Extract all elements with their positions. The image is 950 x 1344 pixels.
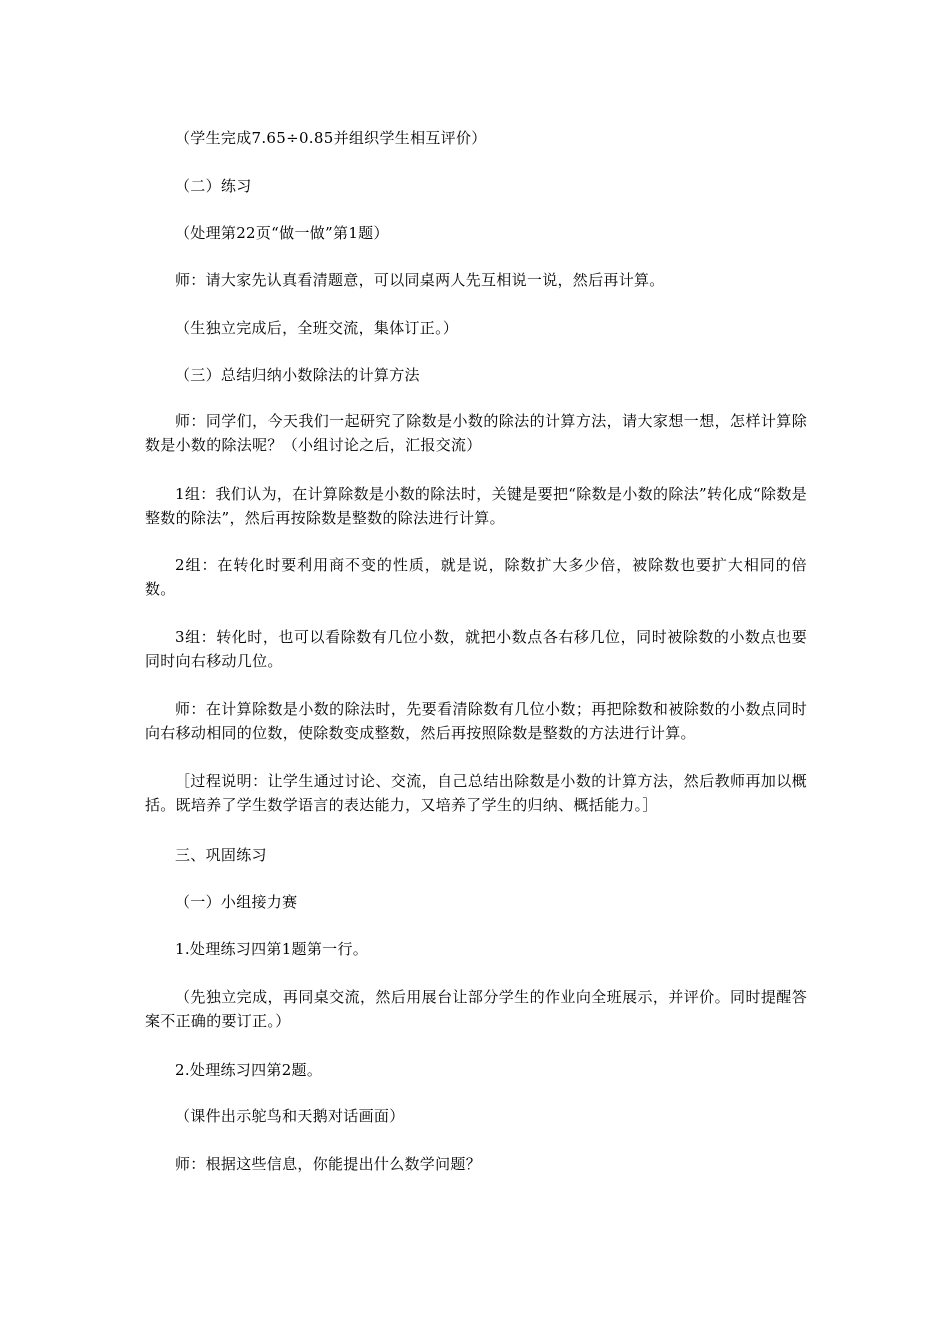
paragraph-exercise2: 2.处理练习四第2题。 xyxy=(175,1061,323,1079)
paragraph-teacher-prompt: 师：根据这些信息，你能提出什么数学问题？ xyxy=(175,1155,482,1173)
heading-practice: （二）练习 xyxy=(175,177,252,195)
paragraph-group1: 1组：我们认为，在计算除数是小数的除法时，关键是要把“除数是小数的除法”转化成“除数是整数的除法”，然后再按除数是整数的除法进行计算。 xyxy=(145,485,807,527)
paragraph-student-exercise: （学生完成7.65÷0.85并组织学生相互评价） xyxy=(175,129,487,147)
paragraph-page22-task: （处理第22页“做一做”第1题） xyxy=(175,224,389,242)
paragraph-group3: 3组：转化时，也可以看除数有几位小数，就把小数点各右移几位，同时被除数的小数点也要同时向右移动几位。 xyxy=(145,628,807,670)
heading-consolidation: 三、巩固练习 xyxy=(175,846,267,864)
paragraph-teacher-question: 师：同学们，今天我们一起研究了除数是小数的除法的计算方法，请大家想一想，怎样计算除数是小数的除法呢？（小组讨论之后，汇报交流） xyxy=(145,412,807,454)
paragraph-exercise1: 1.处理练习四第1题第一行。 xyxy=(175,940,369,958)
paragraph-exercise1-note: （先独立完成，再同桌交流，然后用展台让部分学生的作业向全班展示，并评价。同时提醒答案不正确的要订正。） xyxy=(145,988,807,1030)
heading-summary: （三）总结归纳小数除法的计算方法 xyxy=(175,366,420,384)
paragraph-class-correction: （生独立完成后，全班交流，集体订正。） xyxy=(175,319,459,337)
paragraph-process-note: ［过程说明：让学生通过讨论、交流，自己总结出除数是小数的计算方法，然后教师再加以概括。既培养了学生数学语言的表达能力，又培养了学生的归纳、概括能力。］ xyxy=(145,772,807,814)
paragraph-courseware: （课件出示鸵鸟和天鹅对话画面） xyxy=(175,1107,405,1125)
paragraph-teacher-instruction: 师：请大家先认真看清题意，可以同桌两人先互相说一说，然后再计算。 xyxy=(175,271,665,289)
paragraph-teacher-method: 师：在计算除数是小数的除法时，先要看清除数有几位小数；再把除数和被除数的小数点同时向右移动相同的位数，使除数变成整数，然后再按照除数是整数的方法进行计算。 xyxy=(145,700,807,742)
heading-relay-race: （一）小组接力赛 xyxy=(175,893,298,911)
paragraph-group2: 2组：在转化时要利用商不变的性质，就是说，除数扩大多少倍，被除数也要扩大相同的倍数。 xyxy=(145,556,807,598)
